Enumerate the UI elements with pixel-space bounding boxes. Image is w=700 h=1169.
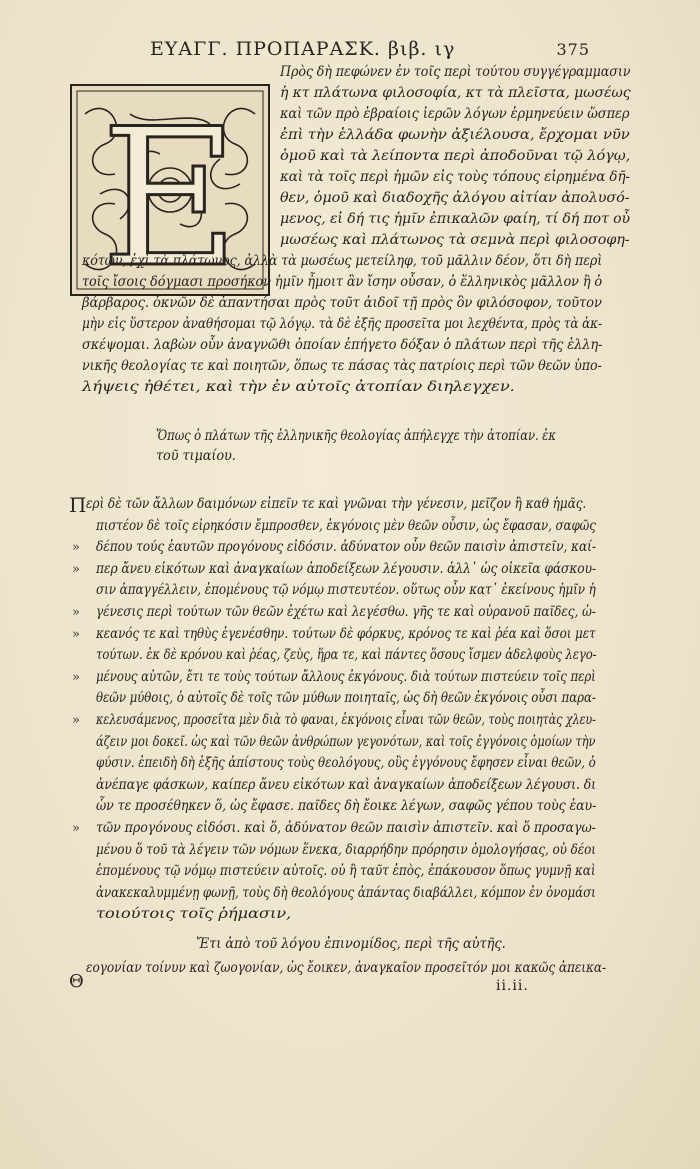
text-line: τοῖς ἴσοις δόγμασι προσήκον ἡμῖν ἦμοιτ ἂν ἴσην οὖσαν, ὁ ἕλληνικὸς μᾶλλον ἢ ὁ [82,274,603,290]
text-line: φύσιν. ἐπειδὴ δὴ ἑξῆς ἀπίστους τοὺς θεολόγους, οὓς ἐγγόνους ἔφησεν εἶναι θεῶν, ὁ [96,755,596,772]
section-heading-2: Ἔτι ἀπὸ τοῦ λόγου ἐπινομίδος, περὶ τῆς αὐτῆς. [196,936,506,952]
text-line: πιστέον δὲ τοῖς εἰρηκόσιν ἔμπροσθεν, ἐκγόνοις μὲν θεῶν οὖσιν, ὡς ἔφασαν, σαφῶς [96,517,596,534]
text-line: βάρβαρος. ὀκνῶν δὲ ἀπαντήσαι πρὸς τοῦτ ἀιδοῖ τῇ πρὸς ὃν φιλόσοφον, τοῦτον [82,295,602,311]
running-title: ΕΥΑΓΓ. ΠΡΟΠΑΡΑΣΚ. βιβ. ιγ [150,38,456,60]
text-line: μωσέως καὶ πλάτωνος τὰ σεμνὰ περὶ φιλοσοφη- [280,232,630,248]
drop-letter-theta: Θ [69,971,84,992]
text-line: άζειν μοι δοκεῖ. ὡς καὶ τῶν θεῶν ἀνθρώπων γεγονότων, καὶ τοῖς ἐγγόνοις ὁμοίων τὴν [96,733,596,750]
text-line: κότων, ἐχὶ τὰ πλάτωνος, ἀλλὰ τὰ μωσέως μετείληφ, τοῦ μᾶλλιν δέον, ὅτι δὴ περὶ [82,253,603,269]
text-line: σκέψομαι. λαβὼν οὖν ἀναγνῶθι ὁποίαν ἐπήγετο δόξαν ὁ πλάτων περὶ τῆς ἑλλη- [82,337,603,353]
text-line: τῶν προγόνους εἰδόσι. καὶ ὅ, ἀδύνατον θεῶν παισὶν ἀπιστεῖν. καὶ ὅ προσαγω- [96,820,596,836]
text-line: τοιούτοις τοῖς ῥήμασιν, [96,906,292,923]
text-line: ἡ κτ πλάτωνα φιλοσοφία, κτ τὰ πλεῖστα, μωσέως [280,85,631,101]
quotation-marker: » [72,713,80,728]
text-line: καὶ τῶν πρὸ ἑβραίοις ἱερῶν λόγων ἑρμηνεύειν ὥσπερ [280,106,630,122]
quotation-marker: » [72,561,80,577]
paragraph-3-line: εογονίαν τοίνυν καὶ ζωογονίαν, ὡς ἔοικεν, ἀναγκαῖον προσεῖτόν μοι κακῶς ἀπεικα- [86,960,607,976]
text-line: περ ἄνευ εἰκότων καὶ ἀναγκαίων ἀποδείξεων λέγουσιν. ἀλλ᾽ ὡς οἰκεῖα φάσκου- [96,560,597,577]
running-header [150,38,590,64]
page-number: 375 [556,40,590,59]
quotation-marker: » [72,669,80,685]
text-line: ἐπὶ τὴν ἑλλάδα φωνὴν ἀξιέλουσα, ἔρχομαι νῦν [280,127,630,143]
text-line: ἑπομένους τῷ νόμῳ πιστεύειν αὐτοῖς. οὐ ἢ ταῦτ ἐπὸς, ἐπάκουσον ὅπως γυμνῇ καὶ [96,863,596,880]
text-line: ερὶ δὲ τῶν ἄλλων δαιμόνων εἰπεῖν τε καὶ γνῶναι τὴν γένεσιν, μεῖζον ἢ καθ ἡμᾶς. [86,496,587,512]
text-line: ἀνέπαγε φάσκων, καίπερ ἄνευ εἰκότων καὶ ἀναγκαίων ἀποδείξεων λέγουσι. δι [96,776,597,793]
text-line: κελευσάμενος, προσεῖτα μὲν διὰ τὸ φαναι, ἐκγόνοις εἶναι τῶν θεῶν, τοὺς ποιητὰς χλευ- [96,712,596,728]
text-line: θεν, ὁμοῦ καὶ διαδοχῆς ἀλόγου αἰτίαν ἀπολυσό- [280,190,630,206]
text-line: μὴν εἰς ὕστερον ἀναθήσομαι τῷ λόγῳ. τὰ δὲ ἑξῆς προσεῖτα μοι λεχθέντα, πρὸς τὰ ἀκ- [82,316,602,332]
text-line: Ὅπως ὁ πλάτων τῆς ἑλληνικῆς θεολογίας ἀπήλεγχε τὴν ἀτοπίαν. ἐκ [156,428,556,444]
drop-letter-pi: Π [69,493,87,517]
text-line: ἀνακεκαλυμμένῃ φωνῇ, τοὺς δὴ θεολόγους ἀπάντας διαβάλλει, κόμπον ἐν ὀνομάσι [96,884,596,901]
text-line: μένου ὅ τοῦ τὰ λέγειν τῶν νόμων ἕνεκα, διαρρήδην πρόρησιν ὁμολογήσας, οὐ δέοι [96,841,596,858]
signature-mark: ii.ii. [496,978,529,994]
text-line: τοῦ τιμαίου. [156,448,236,464]
text-line: λήψεις ἠθέτει, καὶ τὴν ἐν αὐτοῖς ἀτοπίαν διηλεγχεν. [82,379,515,395]
text-line: θεῶν μύθοις, ὁ αὐτοῖς δὲ τοῖς τῶν μύθων ποιηταῖς, ὡς δὴ θεῶν ἐκγόνοις οὖσι παρα- [96,690,596,707]
text-line: δέπου τούς ἑαυτῶν προγόνους εἰδόσιν. ἀδύνατον οὖν θεῶν παισὶν ἀπιστεῖν, καί- [96,539,596,556]
text-line: καὶ τὰ τοῖς περὶ ἡμῶν εἰς τοὺς τόπους εἰρημένα δῆ- [280,169,630,185]
initial-letter: E [100,88,240,296]
text-line: Πρὸς δὴ πεφώνεν ἐν τοῖς περὶ τούτου συγγέγραμμασιν [280,64,631,80]
text-line: σιν ἀπαγγέλλειν, ἑπομένους τῷ νόμῳ πιστευτέον. οὕτως οὖν κατ᾽ ἐκείνους ἡμῖν ἡ [96,582,596,599]
text-line: κεανός τε καὶ τηθὺς ἐγενέσθην. τούτων δὲ φόρκυς, κρόνος τε καὶ ῥέα καὶ ὅσοι μετ [96,625,596,642]
text-line: μενος, εἰ δή τις ἡμῖν ἐπικαλῶν φαίη, τί δή ποτ οὖ [280,211,631,227]
text-line: τούτων. ἐκ δὲ κρόνου καὶ ῥέας, ζεὺς, ἥρα τε, καὶ πάντες ὅσους ἴσμεν ἀδελφοὺς λεγο- [96,647,597,664]
quotation-marker: » [72,540,80,556]
quotation-marker: » [72,821,80,836]
text-line: ὁμοῦ καὶ τὰ λείποντα περὶ ἀποδοῦναι τῷ λόγῳ, [280,148,631,164]
text-line: μένους αὐτῶν, ἔτι τε τοὺς τούτων ἄλλους ἐκγόνους. διὰ τούτων πιστεύειν τοῖς περὶ [96,668,596,685]
quotation-marker: » [72,626,80,642]
text-line: ὧν τε προσέθηκεν ὅ, ὡς ἔφασε. παῖδες δὴ ἔοικε λέγων, σαφῶς γέπου τοὺς ἑαυ- [96,798,597,815]
text-line: γένεσις περὶ τούτων τῶν θεῶν ἐχέτω καὶ λεγέσθω. γῆς τε καὶ οὐρανοῦ παῖδες, ὠ- [96,604,596,620]
quotation-marker: » [72,605,80,620]
text-line: νικῆς θεολογίας τε καὶ ποιητῶν, ὅπως τε πάσας τὰς πατρίοις περὶ τῶν θεῶν ὑπο- [82,358,602,374]
